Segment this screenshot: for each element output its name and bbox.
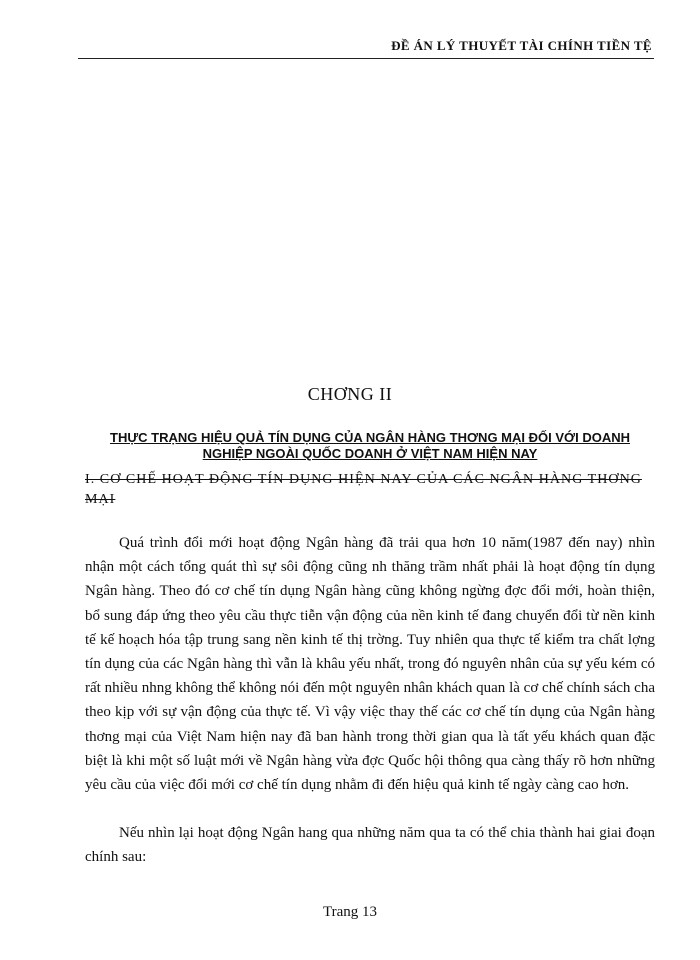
body-paragraph: Nếu nhìn lại hoạt động Ngân hang qua những năm qua ta có thể chia thành hai giai đoạn chính sau: (85, 825, 655, 866)
header-title: ĐỀ ÁN LÝ THUYẾT TÀI CHÍNH TIỀN TỆ (391, 38, 652, 53)
body-paragraph: Quá trình đổi mới hoạt động Ngân hàng đã trải qua hơn 10 năm(1987 đến nay) nhìn nhận một cách tổng quát thì sự sôi động cũng nh thăng trầm nhất phải là hoạt động tín dụng Ngân hàng. Theo đó cơ chế tín dụng Ngân hàng cũng không ngừng đợc đổi mới, hoàn thiện, bổ sung đáp ứng theo yêu cầu thực tiễn vận động của nền kinh tế đang chuyển đổi từ nền kinh tế kế hoạch hóa tập trung sang nền kinh tế thị trờng. Tuy nhiên qua thực tế kiểm tra chất lợng tín dụng của các Ngân hàng thì vẫn là khâu yếu nhất, trong đó nguyên nhân của sự yếu kém có rất nhiều nhng không thể không nói đến một nguyên nhân khách quan là cơ chế chính sách cha theo kịp với sự vận động của thực tế. Vì vậy việc thay thế các cơ chế tín dụng của Ngân hàng thơng mại của Việt Nam hiện nay đã ban hành trong thời gian qua là tất yếu khách quan đặc biệt là khi một số luật mới về Ngân hàng vừa đợc Quốc hội thông qua càng thấy rõ hơn những yêu cầu của việc đổi mới cơ chế tín dụng nhằm đi đến hiệu quả kinh tế ngày càng cao hơn. (85, 535, 655, 794)
header-rule (78, 58, 654, 59)
chapter-title: THỰC TRẠNG HIỆU QUẢ TÍN DỤNG CỦA NGÂN HÀNG THƠNG MẠI ĐỐI VỚI DOANH NGHIỆP NGOÀI QUỐC DOANH Ở VIỆT NAM HIỆN NAY (110, 430, 630, 461)
section-heading: I. CƠ CHẾ HOẠT ĐỘNG TÍN DỤNG HIỆN NAY CỦA CÁC NGÂN HÀNG THƠNG MẠI (85, 472, 642, 507)
page-number: Trang 13 (322, 904, 378, 920)
chapter-label: CHƠNG II (307, 384, 393, 404)
